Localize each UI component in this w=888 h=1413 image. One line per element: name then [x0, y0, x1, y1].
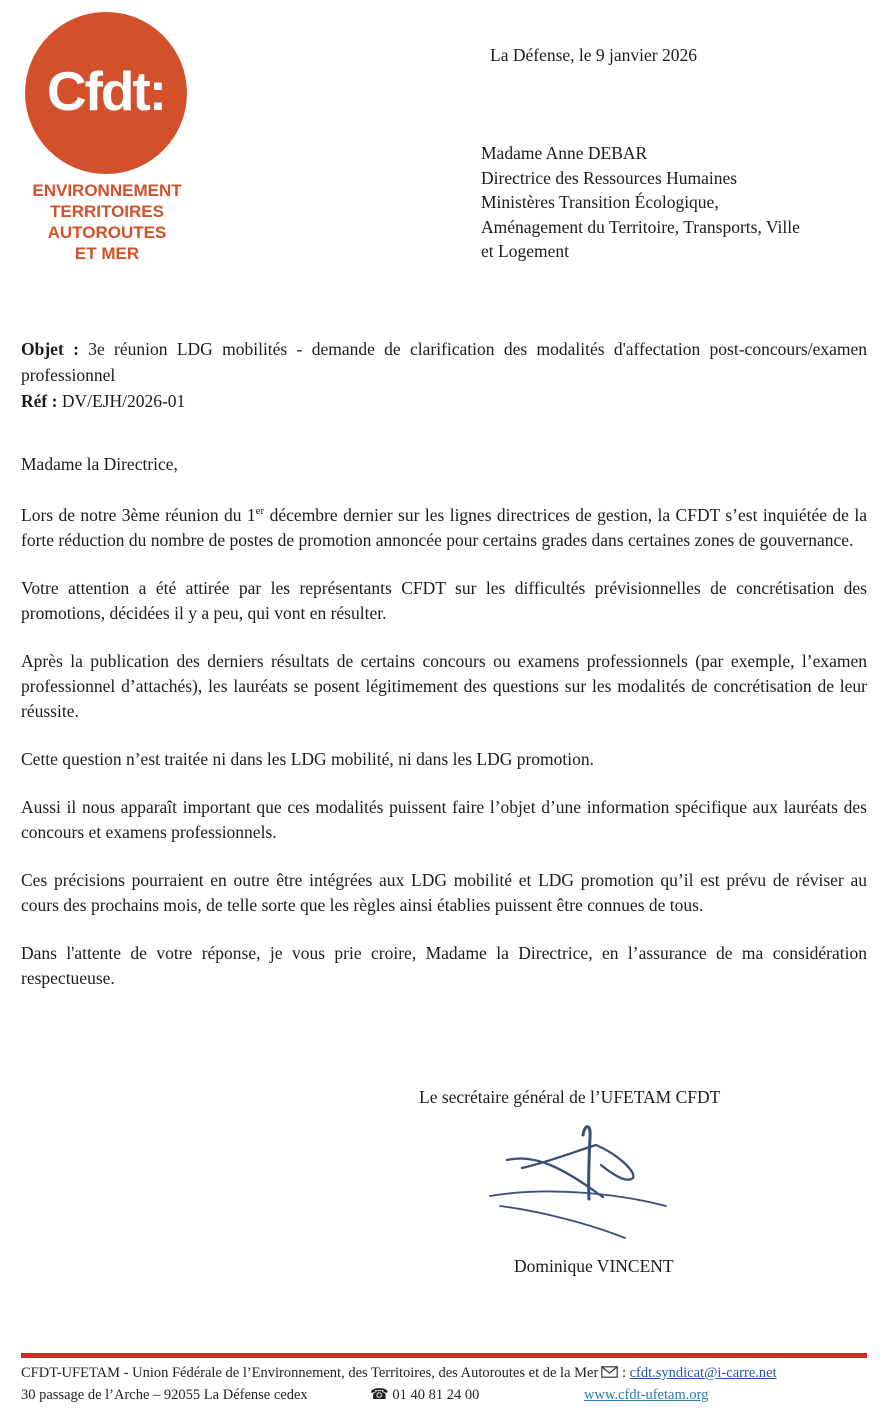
letter-body [21, 503, 867, 1014]
footer-divider [21, 1353, 867, 1358]
footer [21, 1362, 867, 1406]
footer-email-separator: : [618, 1365, 630, 1381]
salutation: Madame la Directrice, [21, 454, 178, 474]
recipient-line: Ministères Transition Écologique, [481, 192, 719, 212]
reference-label: Réf : [21, 391, 58, 411]
logo-subtitle [12, 180, 202, 264]
paragraph-3: Après la publication des derniers résultats de certains concours ou examens professionnels (par exemple, l’examen professionnel d’attachés), les lauréats se posent légitimement des questions sur les modalités de concrétisation de leur réussite. [21, 651, 867, 721]
logo-subtitle-line: AUTOROUTES [47, 223, 167, 242]
ordinal-superscript: er [255, 505, 265, 518]
footer-contact-line [21, 1384, 867, 1406]
recipient-line: Directrice des Ressources Humaines [481, 167, 738, 188]
website-link[interactable]: www.cfdt-ufetam.org [584, 1387, 709, 1403]
footer-organization-text: CFDT-UFETAM - Union Fédérale de l’Environnement, des Territoires, des Autoroutes et de la Mer [21, 1365, 599, 1381]
recipient-line: et Logement [481, 241, 569, 261]
recipient-line: Aménagement du Territoire, Transports, Ville [481, 216, 800, 237]
cfdt-logo [25, 12, 187, 174]
cfdt-logo-text: Cfdt: [46, 60, 166, 122]
paragraph-2: Votre attention a été attirée par les représentants CFDT sur les difficultés prévisionnelles de concrétisation des promotions, décidées il y a peu, qui vont en résulter. [21, 578, 867, 623]
recipient-address-block [481, 141, 800, 264]
subject-text: 3e réunion LDG mobilités - demande de clarification des modalités d'affectation post-concours/examen professionnel [21, 339, 867, 385]
paragraph-1-text: décembre dernier sur les lignes directrices de gestion, la CFDT s’est inquiétée de la forte réduction du nombre de postes de promotion annoncée pour certains grades dans certaines zones de gouvernance. [21, 505, 867, 550]
telephone-icon: ☎ [370, 1387, 389, 1403]
footer-organization-line [21, 1362, 867, 1384]
paragraph-1 [21, 503, 867, 553]
logo-subtitle-line: TERRITOIRES [50, 202, 164, 221]
handwritten-signature [440, 1115, 710, 1250]
footer-postal-address: 30 passage de l’Arche – 92055 La Défense cedex [21, 1387, 308, 1403]
envelope-icon [601, 1366, 618, 1378]
date-place-line: La Défense, le 9 janvier 2026 [490, 45, 698, 65]
subject-label: Objet : [21, 339, 79, 359]
logo-subtitle-line: ENVIRONNEMENT [32, 181, 182, 200]
subject-line [21, 336, 867, 388]
paragraph-5: Aussi il nous apparaît important que ces modalités puissent faire l’objet d’une information spécifique aux lauréats des concours et examens professionnels. [21, 797, 867, 842]
reference-text: DV/EJH/2026-01 [57, 391, 186, 411]
paragraph-6: Ces précisions pourraient en outre être intégrées aux LDG mobilité et LDG promotion qu’il est prévu de réviser au cours des prochains mois, de telle sorte que les règles ainsi établies puissent être connues de tous. [21, 870, 867, 915]
paragraph-1-text: Lors de notre 3ème réunion du 1 [21, 505, 256, 525]
logo-subtitle-line: ET MER [74, 244, 140, 263]
paragraph-7: Dans l'attente de votre réponse, je vous prie croire, Madame la Directrice, en l’assurance de ma considération respectueuse. [21, 943, 867, 988]
reference-line [21, 388, 867, 414]
footer-phone [370, 1384, 479, 1406]
footer-phone-number: 01 40 81 24 00 [392, 1387, 480, 1403]
signer-title: Le secrétaire général de l’UFETAM CFDT [419, 1087, 721, 1107]
paragraph-4: Cette question n’est traitée ni dans les LDG mobilité, ni dans les LDG promotion. [21, 749, 595, 769]
subject-block [21, 336, 867, 414]
signer-name: Dominique VINCENT [514, 1256, 674, 1276]
recipient-line: Madame Anne DEBAR [481, 143, 648, 163]
email-link[interactable]: cfdt.syndicat@i-carre.net [629, 1365, 777, 1381]
